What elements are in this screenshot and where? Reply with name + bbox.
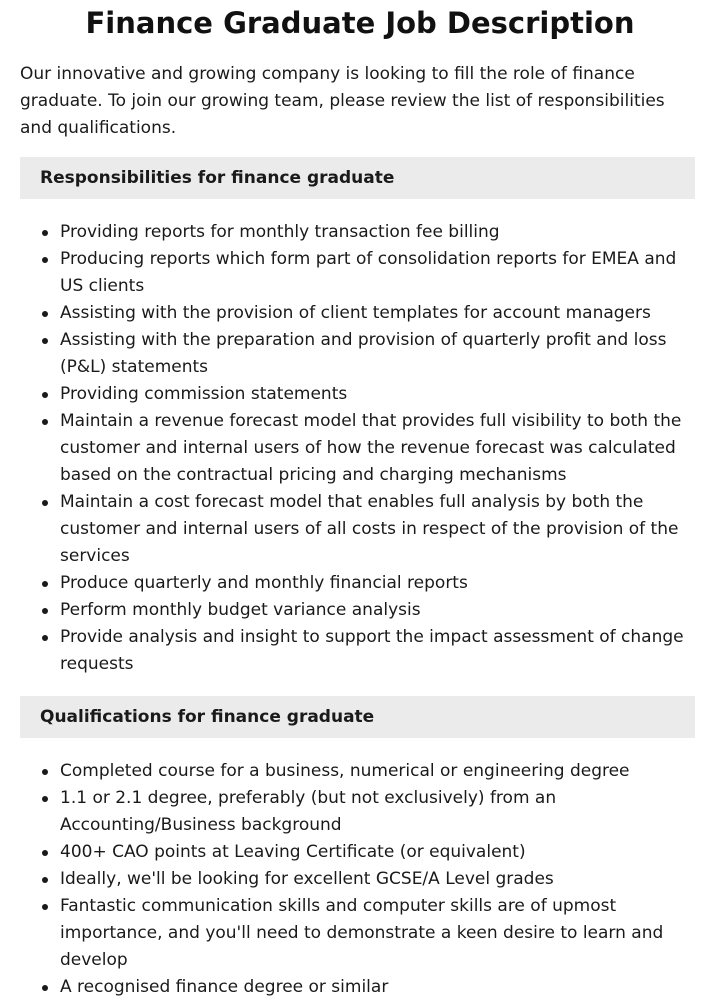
bullet-icon [42, 850, 48, 856]
qualification-item: 400+ CAO points at Leaving Certificate (or equivalent) [60, 839, 700, 866]
responsibility-item: Assisting with the preparation and provision of quarterly profit and loss (P&L) statements [60, 327, 700, 381]
bullet-icon [42, 500, 48, 506]
intro-paragraph: Our innovative and growing company is looking to fill the role of finance graduate. To join our growing team, please review the list of responsibilities and qualifications. [20, 64, 665, 138]
qualification-item: A recognised finance degree or similar [60, 974, 700, 1001]
responsibility-item: Maintain a revenue forecast model that provides full visibility to both the customer and internal users of how the revenue forecast was calculated based on the contractual pricing and charging mechanisms [60, 408, 700, 489]
bullet-icon [42, 311, 48, 317]
responsibilities-list [0, 219, 720, 678]
responsibility-item: Provide analysis and insight to support the impact assessment of change requests [60, 624, 700, 678]
bullet-icon [42, 419, 48, 425]
responsibility-item: Produce quarterly and monthly financial reports [60, 570, 700, 597]
qualifications-heading: Qualifications for finance graduate [20, 696, 695, 738]
qualifications-list [0, 758, 720, 1001]
responsibility-item: Providing reports for monthly transaction fee billing [60, 219, 700, 246]
bullet-icon [42, 635, 48, 641]
qualification-item: Completed course for a business, numerical or engineering degree [60, 758, 700, 785]
responsibilities-heading: Responsibilities for finance graduate [20, 157, 695, 199]
bullet-icon [42, 608, 48, 614]
bullet-icon [42, 392, 48, 398]
bullet-icon [42, 904, 48, 910]
bullet-icon [42, 581, 48, 587]
bullet-icon [42, 985, 48, 991]
responsibility-item: Perform monthly budget variance analysis [60, 597, 700, 624]
qualification-item: Fantastic communication skills and computer skills are of upmost importance, and you'll need to demonstrate a keen desire to learn and develop [60, 893, 700, 974]
responsibility-item: Maintain a cost forecast model that enables full analysis by both the customer and internal users of all costs in respect of the provision of the services [60, 489, 700, 570]
bullet-icon [42, 230, 48, 236]
page-title: Finance Graduate Job Description [85, 6, 635, 40]
bullet-icon [42, 338, 48, 344]
responsibility-item: Providing commission statements [60, 381, 700, 408]
responsibility-item: Producing reports which form part of consolidation reports for EMEA and US clients [60, 246, 700, 300]
bullet-icon [42, 796, 48, 802]
bullet-icon [42, 877, 48, 883]
qualification-item: 1.1 or 2.1 degree, preferably (but not exclusively) from an Accounting/Business background [60, 785, 700, 839]
responsibility-item: Assisting with the provision of client templates for account managers [60, 300, 700, 327]
bullet-icon [42, 257, 48, 263]
bullet-icon [42, 769, 48, 775]
qualification-item: Ideally, we'll be looking for excellent GCSE/A Level grades [60, 866, 700, 893]
